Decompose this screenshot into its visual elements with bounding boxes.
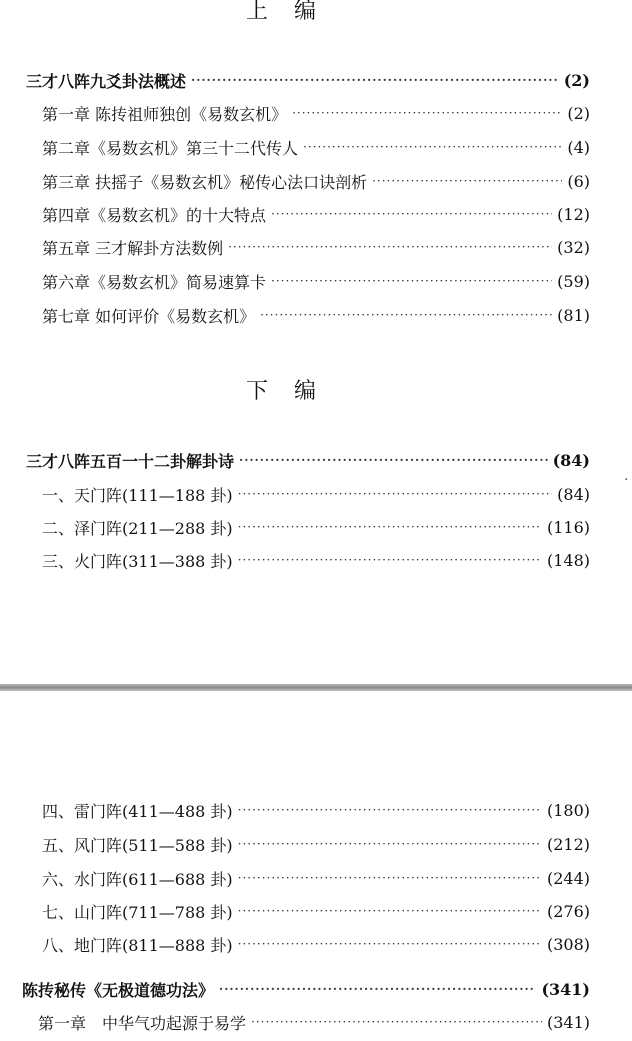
toc-entry-formation-6[interactable]: 六、水门阵(611—688 卦) ····· (244) <box>42 865 590 891</box>
toc-page-continued <box>0 691 632 1041</box>
toc-entry-chapter-5[interactable]: 第五章 三才解卦方法数例 ····· (32) <box>42 234 590 260</box>
toc-entry-formation-1[interactable]: 一、天门阵(111—188 卦) ····· (84) <box>42 481 590 507</box>
upper-section-title: 上 编 <box>246 0 319 24</box>
toc-entry-part-three-chapter-1[interactable]: 第一章 中华气功起源于易学 ····· (341) <box>38 1009 590 1035</box>
toc-entry-formation-7[interactable]: 七、山门阵(711—788 卦) ····· (276) <box>42 898 590 924</box>
toc-entry-part-three[interactable]: 陈抟秘传《无极道德功法》 ····· (341) <box>22 976 590 1002</box>
toc-entry-part-two[interactable]: 三才八阵五百一十二卦解卦诗 ····· (84) <box>26 447 590 473</box>
toc-entry-chapter-6[interactable]: 第六章《易数玄机》简易速算卡 ····· (59) <box>42 268 590 294</box>
margin-mark: · <box>624 472 629 488</box>
toc-entry-formation-4[interactable]: 四、雷门阵(411—488 卦) ····· (180) <box>42 797 590 823</box>
toc-entry-chapter-1[interactable]: 第一章 陈抟祖师独创《易数玄机》 ····· (2) <box>42 100 590 126</box>
toc-entry-chapter-3[interactable]: 第三章 扶摇子《易数玄机》秘传心法口诀剖析 ····· (6) <box>42 168 590 194</box>
toc-entry-formation-2[interactable]: 二、泽门阵(211—288 卦) ····· (116) <box>42 514 590 540</box>
toc-entry-part-one[interactable]: 三才八阵九爻卦法概述 ····· (2) <box>26 67 590 93</box>
toc-entry-formation-8[interactable]: 八、地门阵(811—888 卦) ····· (308) <box>42 931 590 957</box>
lower-section-title: 下 编 <box>246 379 319 404</box>
toc-entry-chapter-2[interactable]: 第二章《易数玄机》第三十二代传人 ····· (4) <box>42 134 590 160</box>
toc-entry-formation-3[interactable]: 三、火门阵(311—388 卦) ····· (148) <box>42 547 590 573</box>
page-divider <box>0 684 632 691</box>
toc-entry-formation-5[interactable]: 五、风门阵(511—588 卦) ····· (212) <box>42 831 590 857</box>
toc-entry-chapter-4[interactable]: 第四章《易数玄机》的十大特点 ····· (12) <box>42 201 590 227</box>
toc-entry-chapter-7[interactable]: 第七章 如何评价《易数玄机》 ····· (81) <box>42 302 590 328</box>
